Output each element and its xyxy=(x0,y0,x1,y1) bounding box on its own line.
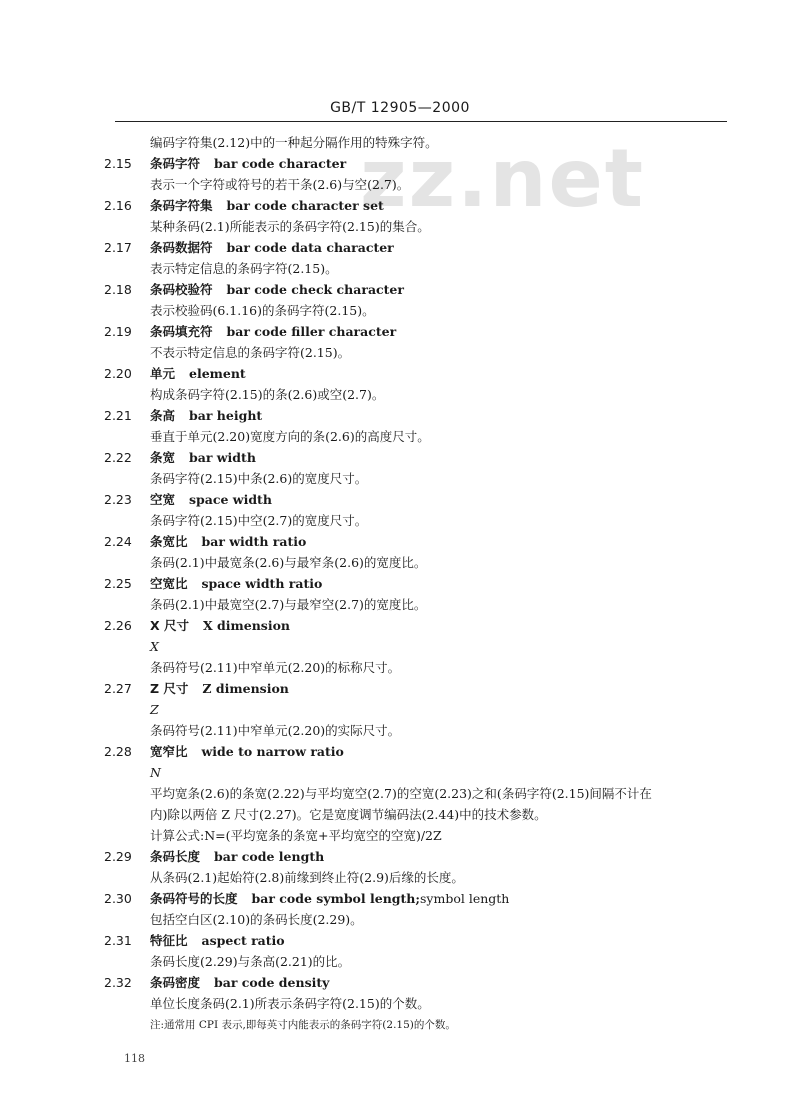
entry-definition: 单位长度条码(2.1)所表示条码字符(2.15)的个数。 xyxy=(150,996,430,1011)
entry-definition: 条码字符(2.15)中条(2.6)的宽度尺寸。 xyxy=(150,471,368,486)
entry-formula: 计算公式:N=(平均宽条的条宽+平均宽空的空宽)/2Z xyxy=(150,828,442,843)
term-zh: 空宽比 xyxy=(150,576,188,591)
entry-number: 2.28 xyxy=(104,744,132,759)
term-en: bar code filler character xyxy=(226,324,397,339)
entry-number: 2.19 xyxy=(104,324,132,339)
term-en: Z dimension xyxy=(202,681,289,696)
entry-number: 2.18 xyxy=(104,282,132,297)
entry-definition: 表示特定信息的条码字符(2.15)。 xyxy=(150,261,338,276)
entry-definition: 包括空白区(2.10)的条码长度(2.29)。 xyxy=(150,912,363,927)
term-zh: 特征比 xyxy=(150,933,188,948)
term-zh: 条码字符集 xyxy=(150,198,213,213)
term-en: bar code length xyxy=(214,849,325,864)
entry-definition: 条码长度(2.29)与条高(2.21)的比。 xyxy=(150,954,351,969)
term-en: X dimension xyxy=(203,618,291,633)
term-zh: 条宽比 xyxy=(150,534,188,549)
entry-note: 注:通常用 CPI 表示,即每英寸内能表示的条码字符(2.15)的个数。 xyxy=(150,1019,456,1031)
entry-term xyxy=(150,618,290,634)
entry-definition: 条码符号(2.11)中窄单元(2.20)的标称尺寸。 xyxy=(150,660,401,675)
entry-number: 2.23 xyxy=(104,492,132,507)
term-zh: 条码校验符 xyxy=(150,282,213,297)
term-zh: 宽窄比 xyxy=(150,744,188,759)
entry-definition: 某种条码(2.1)所能表示的条码字符(2.15)的集合。 xyxy=(150,219,430,234)
term-zh: 条高 xyxy=(150,408,176,423)
term-zh: 单元 xyxy=(150,366,176,381)
term-en: space width xyxy=(189,492,272,507)
term-en: bar code check character xyxy=(226,282,404,297)
entry-definition: 表示校验码(6.1.16)的条码字符(2.15)。 xyxy=(150,303,375,318)
term-en: bar code data character xyxy=(226,240,394,255)
entry-definition: 条码符号(2.11)中窄单元(2.20)的实际尺寸。 xyxy=(150,723,401,738)
term-en: bar code density xyxy=(214,975,330,990)
entry-definition: 构成条码字符(2.15)的条(2.6)或空(2.7)。 xyxy=(150,387,385,402)
header-rule xyxy=(115,121,727,122)
entry-definition: 平均宽条(2.6)的条宽(2.22)与平均宽空(2.7)的空宽(2.23)之和(条码字符(2.15)间隔不计在 xyxy=(150,786,652,801)
intro-line: 编码字符集(2.12)中的一种起分隔作用的特殊字符。 xyxy=(150,135,438,150)
term-zh: 条码长度 xyxy=(150,849,201,864)
entry-definition: 不表示特定信息的条码字符(2.15)。 xyxy=(150,345,351,360)
entry-term xyxy=(150,282,404,298)
entry-term xyxy=(150,744,344,760)
entry-definition: 条码(2.1)中最宽空(2.7)与最窄空(2.7)的宽度比。 xyxy=(150,597,427,612)
entry-term xyxy=(150,366,246,382)
entry-definition: 条码字符(2.15)中空(2.7)的宽度尺寸。 xyxy=(150,513,368,528)
term-en: bar code character set xyxy=(226,198,384,213)
entry-term xyxy=(150,534,306,550)
term-en: wide to narrow ratio xyxy=(201,744,344,759)
term-en: bar height xyxy=(189,408,263,423)
term-en: bar code character xyxy=(214,156,347,171)
entry-definition: 垂直于单元(2.20)宽度方向的条(2.6)的高度尺寸。 xyxy=(150,429,430,444)
entry-term xyxy=(150,891,509,907)
term-zh: 条码字符 xyxy=(150,156,201,171)
page-number: 118 xyxy=(124,1052,145,1065)
entry-term xyxy=(150,198,384,214)
entry-term xyxy=(150,681,289,697)
entry-definition: 内)除以两倍 Z 尺寸(2.27)。它是宽度调节编码法(2.44)中的技术参数。 xyxy=(150,807,547,822)
entry-definition: 从条码(2.1)起始符(2.8)前缘到终止符(2.9)后缘的长度。 xyxy=(150,870,464,885)
term-zh: 条宽 xyxy=(150,450,176,465)
entry-symbol: X xyxy=(150,639,159,654)
entry-term xyxy=(150,933,285,949)
entry-term xyxy=(150,849,324,865)
watermark: zz.net xyxy=(360,132,645,225)
entry-term xyxy=(150,576,322,592)
entry-number: 2.17 xyxy=(104,240,132,255)
term-zh: 条码数据符 xyxy=(150,240,213,255)
term-en: bar width ratio xyxy=(201,534,307,549)
term-en: element xyxy=(189,366,246,381)
term-zh: X 尺寸 xyxy=(150,618,189,633)
entry-number: 2.21 xyxy=(104,408,132,423)
entry-number: 2.29 xyxy=(104,849,132,864)
entry-definition: 表示一个字符或符号的若干条(2.6)与空(2.7)。 xyxy=(150,177,410,192)
term-en: bar code symbol length; xyxy=(251,891,420,906)
entry-term xyxy=(150,156,346,172)
entry-term xyxy=(150,408,262,424)
entry-number: 2.25 xyxy=(104,576,132,591)
term-zh: 条码符号的长度 xyxy=(150,891,238,906)
entry-term xyxy=(150,492,272,508)
term-zh: Z 尺寸 xyxy=(150,681,189,696)
term-zh: 条码填充符 xyxy=(150,324,213,339)
entry-term xyxy=(150,324,396,340)
entry-number: 2.32 xyxy=(104,975,132,990)
entry-definition: 条码(2.1)中最宽条(2.6)与最窄条(2.6)的宽度比。 xyxy=(150,555,427,570)
entry-symbol: N xyxy=(150,765,161,780)
entry-number: 2.24 xyxy=(104,534,132,549)
entry-symbol: Z xyxy=(150,702,159,717)
term-en: space width ratio xyxy=(201,576,323,591)
standard-code-header: GB/T 12905—2000 xyxy=(330,100,470,116)
entry-term xyxy=(150,240,394,256)
entry-term xyxy=(150,975,329,991)
entry-number: 2.31 xyxy=(104,933,132,948)
entry-number: 2.22 xyxy=(104,450,132,465)
entry-term xyxy=(150,450,256,466)
term-en: bar width xyxy=(189,450,256,465)
entry-number: 2.20 xyxy=(104,366,132,381)
entry-number: 2.15 xyxy=(104,156,132,171)
entry-number: 2.26 xyxy=(104,618,132,633)
term-zh: 条码密度 xyxy=(150,975,201,990)
entry-number: 2.27 xyxy=(104,681,132,696)
term-en-synonym: symbol length xyxy=(420,891,510,906)
term-zh: 空宽 xyxy=(150,492,176,507)
entry-number: 2.30 xyxy=(104,891,132,906)
term-en: aspect ratio xyxy=(201,933,285,948)
entry-number: 2.16 xyxy=(104,198,132,213)
